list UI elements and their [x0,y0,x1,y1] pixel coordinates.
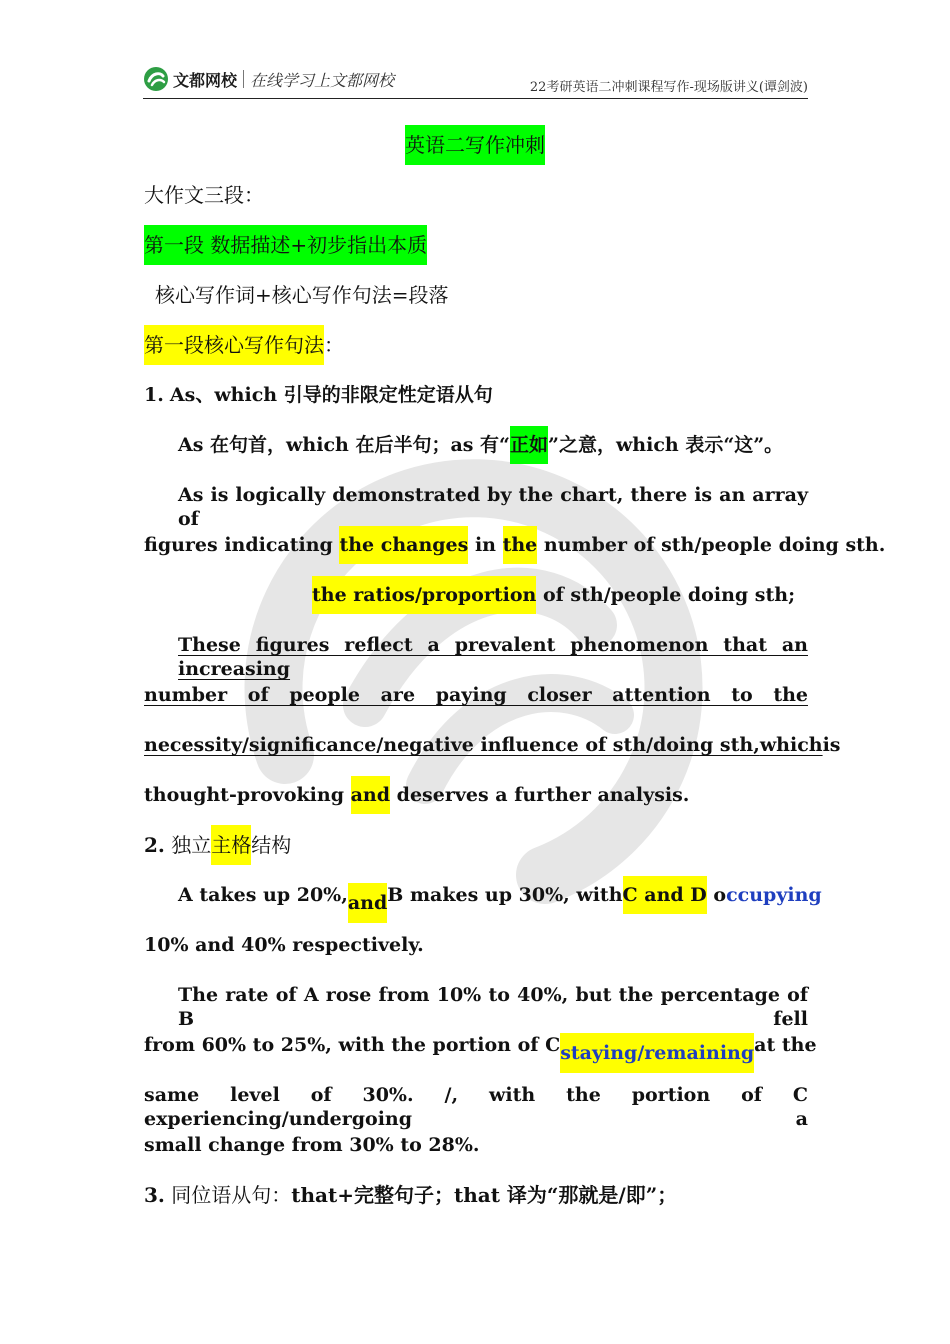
s1-title: As、which 引导的非限定性定语从句 [169,384,493,406]
doc-title-row [0,133,950,157]
s2-heading [144,833,291,857]
s1-ex2-l4-a: thought-provoking [144,784,351,806]
syntax-heading: 第一段核心写作句法 [144,325,324,365]
s2-ex1-line2: 10% and 40% respectively. [144,934,424,956]
s3-heading [144,1183,677,1207]
s1-ex2-line3 [144,733,841,757]
s1-ex1-line2 [144,533,885,557]
s1-rule-a: As 在句首，which 在后半句；as 有“ [178,434,510,456]
s2-ex2-l2-hl: staying/remaining [560,1033,754,1073]
s1-ex1-l2-c: number of sth/people doing sth. [537,534,886,556]
course-title: 22考研英语二冲刺课程写作-现场版讲义(谭剑波) [529,80,808,95]
s1-ex2-l4-hl: and [351,776,390,814]
para1-heading-row [144,233,427,257]
s1-heading [144,383,493,407]
s1-ex1-l2-hl2: the [503,526,538,564]
doc-title: 英语二写作冲刺 [405,125,545,165]
s2-ex2-line3: same level of 30%. /, with the portion of C experiencing/undergoing a [144,1084,808,1130]
s1-ex2-line1: These figures reflect a prevalent phenomenon that an increasing [178,634,808,680]
s1-ex1-line1: As is logically demonstrated by the chart, there is an array of [178,484,808,530]
brand-logo [143,64,394,94]
s1-number: 1. [144,384,164,406]
s2-title-a: 独立 [171,833,212,857]
s1-ex1-l2-hl1: the changes [339,526,468,564]
s2-ex1-hl2: C and D [623,876,707,914]
s1-ex1-l2-a: figures indicating [144,534,340,556]
s2-ex2-line2 [144,1033,817,1073]
s2-number: 2. [144,833,165,857]
s2-ex2-line1: The rate of A rose from 10% to 40%, but the percentage of B fell [178,984,808,1030]
logo-separator [243,70,244,88]
s3-title-a: 同位语从句： [171,1183,292,1207]
s1-rule-b: ”之意，which 表示“这”。 [548,434,784,456]
s1-rule [178,433,783,457]
s2-ex2-l2-b: at the [754,1034,817,1056]
s1-ex2-l3-is: is [822,734,841,756]
s1-ex2-l3-a: necessity/significance/negative influence of sth/doing sth, [144,734,760,756]
logo-name: 文都网校 [173,70,238,90]
formula-text: 核心写作词+核心写作句法=段落 [155,283,449,307]
s3-number: 3. [144,1183,165,1207]
s1-ex1-l3-b: of sth/people doing sth; [536,584,796,606]
s2-title-b: 结构 [251,833,292,857]
para1-heading: 第一段 数据描述+初步指出本质 [144,225,427,265]
s2-ex1-a: A takes up 20%, [178,884,348,906]
page-header [143,62,808,99]
s3-title-b: that+完整句子；that 译为“那就是/即”； [291,1183,678,1207]
s1-ex2-line4 [144,783,689,807]
s2-ex2-line4: small change from 30% to 28%. [144,1134,480,1156]
logo-slogan: 在线学习上文都网校 [250,70,395,90]
s2-ex1-b: B makes up 30%, with [387,884,623,906]
s1-ex1-line3 [312,583,795,607]
s2-ex1-hl1: and [348,883,387,923]
s1-ex2-l4-b: deserves a further analysis. [390,784,690,806]
s1-ex1-l3-hl: the ratios/proportion [312,576,536,614]
wendu-logo-icon [143,66,169,92]
syntax-heading-row [144,333,344,357]
s2-ex1-o: o [713,884,727,906]
s1-ex1-l2-b: in [468,534,503,556]
s1-ex2-line2: number of people are paying closer attention to the [144,684,808,706]
s2-ex1-occupying: ccupying [726,884,822,906]
s1-rule-highlight: 正如 [510,426,548,464]
s1-ex2-l3-which: which [759,734,823,756]
s2-title-hl: 主格 [211,825,251,865]
syntax-heading-colon: ： [324,333,344,357]
s2-ex1-line1 [178,883,822,923]
s2-ex2-l2-a: from 60% to 25%, with the portion of C [144,1034,561,1056]
intro-text: 大作文三段： [144,183,264,207]
